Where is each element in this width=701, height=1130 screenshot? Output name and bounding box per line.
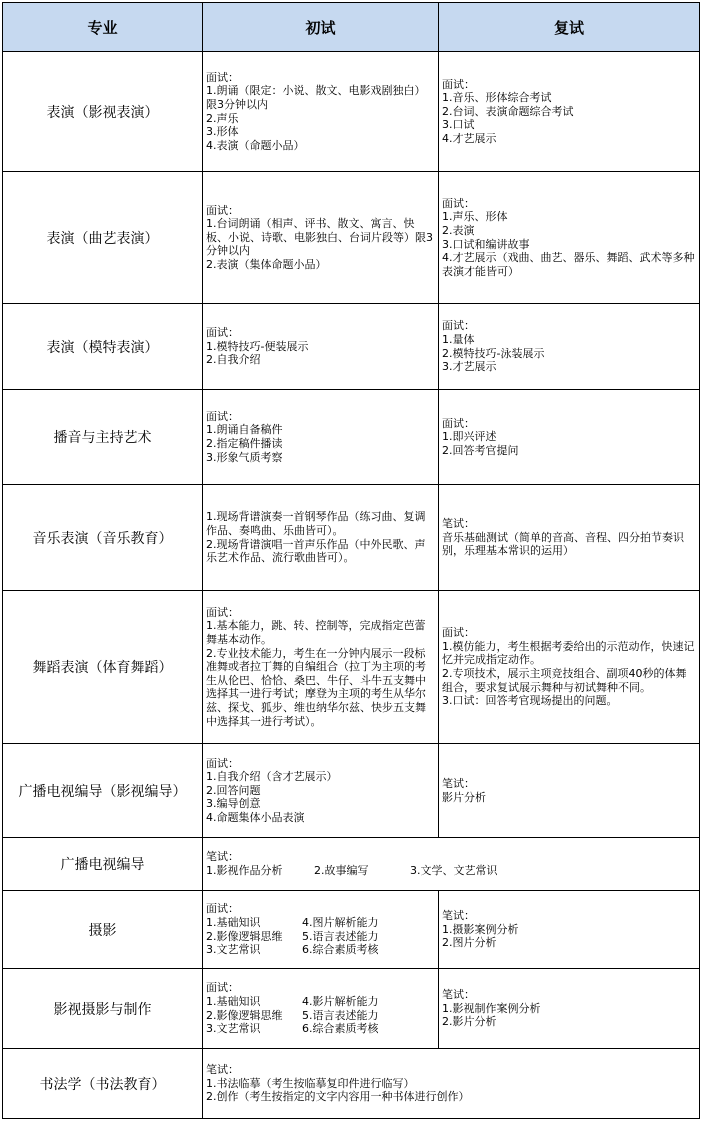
exam-type: 笔试： (442, 988, 475, 1002)
exam-type: 面试： (206, 326, 239, 340)
exam-item: 1.自我介绍（含才艺展示） (206, 770, 338, 784)
exam-item: 1.声乐、形体 (442, 210, 508, 224)
exam-item: 1.基础知识 (206, 994, 261, 1008)
exam-item: 1.朗诵自备稿件 (206, 423, 283, 437)
exam-item: 1.台词朗诵（相声、评书、散文、寓言、快板、小说、诗歌、电影独白、台词片段等）限3分钟以内 (206, 217, 433, 258)
major-name: 舞蹈表演（体育舞蹈） (3, 591, 203, 744)
exam-item: 1.影视作品分析 (206, 864, 283, 877)
exam-item: 4.命题集体小品表演 (206, 810, 305, 824)
exam-item: 2.创作（考生按指定的文字内容用一种书体进行创作） (206, 1090, 470, 1104)
exam-item: 2.专项技术，展示主项竞技组合、副项40秒的体舞组合，要求复试展示舞种与初试舞种不同。 (442, 667, 687, 694)
exam-item: 影片分析 (442, 790, 486, 804)
first-round-cell (203, 304, 439, 390)
exam-item: 5.语言表述能力 (302, 1008, 379, 1022)
exam-item: 2.指定稿件播读 (206, 437, 283, 450)
exam-table (2, 2, 700, 1119)
exam-items-inline (206, 864, 696, 878)
exam-item: 1.模特技巧-便装展示 (206, 339, 309, 353)
exam-type: 面试： (442, 626, 475, 640)
second-round-cell (439, 744, 700, 838)
exam-item: 2.表演（集体命题小品） (206, 257, 327, 271)
first-round-cell (203, 969, 439, 1049)
exam-item: 1.摄影案例分析 (442, 922, 519, 936)
exam-type: 面试： (442, 416, 475, 430)
exam-item: 1.现场背谱演奏一首钢琴作品（练习曲、复调作品、奏鸣曲、乐曲皆可）。 (206, 510, 426, 537)
table-row (3, 304, 700, 390)
exam-type: 笔试： (442, 517, 475, 531)
exam-item: 2.回答考官提问 (442, 443, 519, 457)
exam-item: 1.基本能力，跳、转、控制等，完成指定芭蕾舞基本动作。 (206, 619, 426, 647)
second-round-cell (439, 52, 700, 172)
exam-item: 3.编导创意 (206, 797, 261, 811)
second-round-cell (439, 969, 700, 1049)
major-name: 书法学（书法教育） (3, 1049, 203, 1119)
header-row (3, 3, 700, 52)
exam-item: 3.口试：回答考官现场提出的问题。 (442, 694, 618, 708)
exam-item: 6.综合素质考核 (302, 943, 379, 957)
exam-item: 3.文艺常识 (206, 943, 261, 957)
exam-item: 3.形象气质考察 (206, 450, 283, 464)
exam-type: 面试： (442, 196, 475, 210)
major-name: 广播电视编导（影视编导） (3, 744, 203, 838)
exam-item: 1.即兴评述 (442, 430, 497, 444)
exam-item: 1.音乐、形体综合考试 (442, 91, 552, 105)
major-name: 播音与主持艺术 (3, 390, 203, 485)
major-name: 影视摄影与制作 (3, 969, 203, 1049)
major-name: 摄影 (3, 891, 203, 969)
exam-item: 1.书法临摹（考生按临摹复印件进行临写） (206, 1076, 415, 1090)
exam-type: 面试： (206, 70, 239, 84)
major-name: 音乐表演（音乐教育） (3, 485, 203, 591)
exam-item: 3.文学、文艺常识 (410, 864, 498, 877)
exam-item: 1.影视制作案例分析 (442, 1001, 541, 1015)
merged-exam-cell (203, 838, 700, 891)
major-name: 广播电视编导 (3, 838, 203, 891)
second-round-cell (439, 891, 700, 969)
header-major: 专业 (3, 3, 203, 52)
exam-item: 3.才艺展示 (442, 360, 497, 374)
table-row (3, 838, 700, 891)
exam-items-grid (206, 916, 435, 957)
first-round-cell (203, 891, 439, 969)
exam-type: 笔试： (206, 1063, 239, 1077)
exam-item: 2.模特技巧-泳装展示 (442, 346, 545, 360)
table-row (3, 591, 700, 744)
exam-item: 4.图片解析能力 (302, 915, 379, 929)
table-row (3, 390, 700, 485)
exam-item: 1.模仿能力，考生根据考委给出的示范动作，快速记忆并完成指定动作。 (442, 639, 695, 667)
exam-item: 2.现场背谱演唱一首声乐作品（中外民歌、声乐艺术作品、流行歌曲皆可）。 (206, 537, 426, 565)
table-row (3, 1049, 700, 1119)
exam-item: 2.影片分析 (442, 1015, 497, 1029)
table-row (3, 891, 700, 969)
header-first-round: 初试 (203, 3, 439, 52)
second-round-cell (439, 390, 700, 485)
exam-item: 5.语言表述能力 (302, 929, 379, 943)
exam-item: 2.故事编写 (314, 864, 369, 877)
exam-items-grid (206, 995, 435, 1036)
table-row (3, 744, 700, 838)
major-name: 表演（模特表演） (3, 304, 203, 390)
first-round-cell (203, 52, 439, 172)
exam-type: 笔试： (442, 909, 475, 923)
exam-item: 3.形体 (206, 125, 239, 139)
exam-item: 1.朗诵（限定：小说、散文、电影戏剧独白）限3分钟以内 (206, 84, 426, 111)
exam-item: 3.口试 (442, 118, 475, 132)
exam-type: 面试： (442, 77, 475, 91)
exam-item: 1.量体 (442, 332, 475, 346)
exam-item: 2.表演 (442, 223, 475, 237)
table-row (3, 485, 700, 591)
major-name: 表演（曲艺表演） (3, 172, 203, 304)
exam-item: 2.图片分析 (442, 936, 497, 950)
first-round-cell (203, 390, 439, 485)
table-row (3, 172, 700, 304)
exam-item: 1.基础知识 (206, 915, 261, 929)
exam-type: 面试： (206, 409, 239, 423)
first-round-cell (203, 744, 439, 838)
exam-type: 面试： (206, 605, 239, 619)
table-row (3, 52, 700, 172)
table-row (3, 969, 700, 1049)
exam-item: 4.影片解析能力 (302, 994, 379, 1008)
exam-item: 2.自我介绍 (206, 353, 261, 367)
first-round-cell (203, 591, 439, 744)
merged-exam-cell (203, 1049, 700, 1119)
header-second-round: 复试 (439, 3, 700, 52)
exam-item: 6.综合素质考核 (302, 1022, 379, 1036)
major-name: 表演（影视表演） (3, 52, 203, 172)
exam-item: 4.表演（命题小品） (206, 138, 305, 152)
second-round-cell (439, 304, 700, 390)
exam-type: 面试： (206, 203, 239, 217)
exam-item: 2.专业技术能力，考生在一分钟内展示一段标准舞或者拉丁舞的自编组合（拉丁为主项的考生从伦巴、恰恰、桑巴、牛仔、斗牛五支舞中选择其一进行考试；摩登为主项的考生从华尔兹、探戈、狐步、维也纳华尔兹、快步五支舞中选择其一进行考试）。 (206, 646, 426, 728)
exam-type: 笔试： (206, 850, 239, 864)
exam-item: 2.回答问题 (206, 783, 261, 797)
exam-item: 3.口试和编讲故事 (442, 237, 530, 251)
exam-item: 2.影像逻辑思维 (206, 929, 283, 943)
exam-type: 面试： (442, 319, 475, 333)
exam-item: 4.才艺展示 (442, 131, 497, 145)
second-round-cell (439, 485, 700, 591)
exam-type: 面试： (206, 756, 239, 770)
exam-item: 2.台词、表演命题综合考试 (442, 104, 574, 118)
first-round-cell (203, 172, 439, 304)
exam-item: 4.才艺展示（戏曲、曲艺、器乐、舞蹈、武术等多种表演才能皆可） (442, 251, 695, 278)
exam-item: 音乐基础测试（简单的音高、音程、四分拍节奏识别，乐理基本常识的运用） (442, 530, 684, 558)
second-round-cell (439, 172, 700, 304)
exam-item: 2.声乐 (206, 111, 239, 125)
exam-type: 面试： (206, 902, 239, 916)
exam-item: 3.文艺常识 (206, 1022, 261, 1036)
second-round-cell (439, 591, 700, 744)
exam-item: 2.影像逻辑思维 (206, 1008, 283, 1022)
exam-type: 面试： (206, 981, 239, 995)
first-round-cell (203, 485, 439, 591)
exam-type: 笔试： (442, 776, 475, 790)
